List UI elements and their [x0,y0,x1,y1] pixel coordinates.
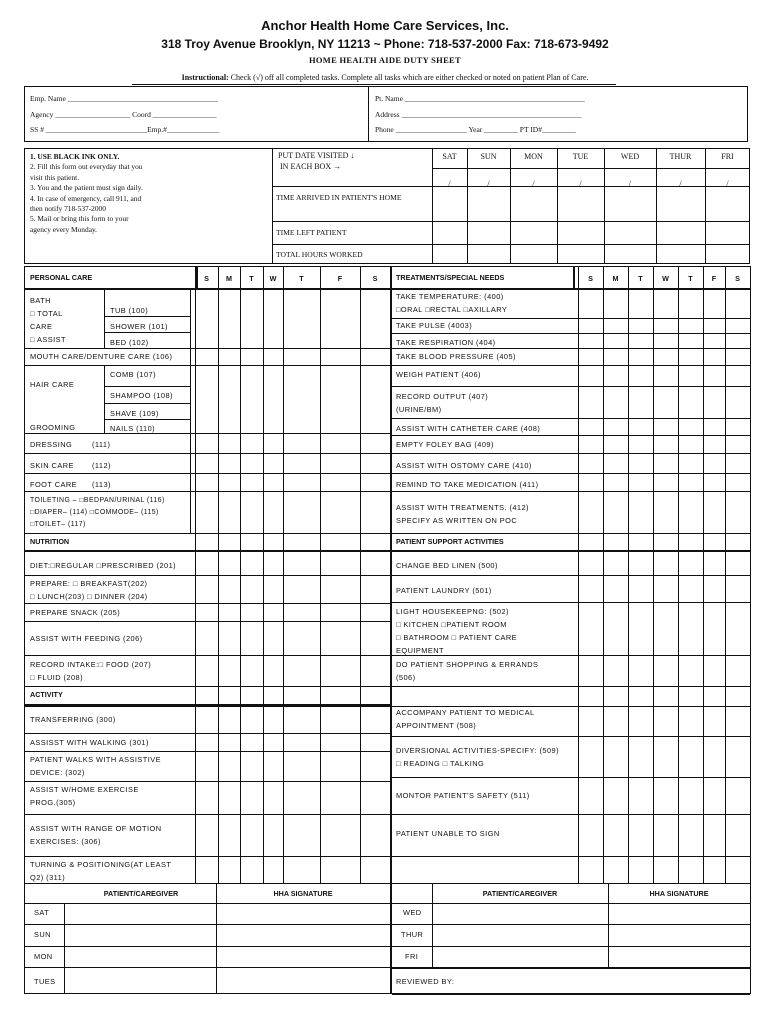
visit-date-slash: / [679,179,682,188]
assistive-device-line1: PATIENT WALKS WITH ASSISTIVE [30,755,162,764]
right-day-header: S [588,274,593,283]
left-day-header: T [299,274,304,283]
bath-total-checkbox[interactable]: □ TOTAL [30,309,63,318]
visit-date-slash: / [726,179,729,188]
visit-col-line [705,148,706,264]
range-motion-line1: ASSIST WITH RANGE OF MOTION [30,824,162,833]
right-row-line [392,365,750,366]
put-date-label: PUT DATE VISITED ↓ [278,151,355,160]
safety-label: MONTOR PATIENT'S SAFETY (511) [396,791,530,800]
catheter-label: ASSIST WITH CATHETER CARE (408) [396,424,541,433]
left-row-line [24,533,390,534]
instruction-item-1: 1. USE BLACK INK ONLY. [30,152,120,161]
sig-day-thur: THUR [401,930,424,939]
medication-label: REMIND TO TAKE MEDICATION (411) [396,480,539,489]
sig-row-left [24,924,390,925]
right-row-line [392,333,750,334]
sig-row-right [392,924,750,925]
transferring-label: TRANSFERRING (300) [30,715,116,724]
company-name: Anchor Health Home Care Services, Inc. [261,18,509,33]
sig-row-left [24,946,390,947]
right-day-header: T [688,274,693,283]
left-row-line [24,621,390,622]
left-row-line [24,365,390,366]
visit-date-slash: / [487,179,490,188]
sig-day-col-left [64,903,65,993]
left-day-header: S [372,274,378,283]
left-row-line [24,491,390,492]
record-output-line2: (URINE/BM) [396,405,442,414]
heading-box-edge [573,266,575,288]
reviewed-top [392,967,750,969]
visit-date-slash: / [532,179,535,188]
dressing-label: DRESSING [30,440,73,449]
left-subrow-line [104,316,190,317]
total-hours-label: TOTAL HOURS WORKED [276,250,363,259]
right-row-line [392,736,750,737]
left-row-line [24,706,390,707]
personal-care-heading: PERSONAL CARE [30,273,93,282]
shave-label: SHAVE (109) [110,409,159,418]
assist-feeding-label: ASSIST WITH FEEDING (206) [30,634,143,643]
left-day-header: M [226,274,232,283]
unable-to-sign-label: PATIENT UNABLE TO SIGN [396,829,500,838]
foot-care-code: (113) [92,480,111,489]
shampoo-label: SHAMPOO (108) [110,391,173,400]
support-heading: PATIENT SUPPORT ACTIVITIES [396,537,504,546]
sig-bottom-right [392,993,750,995]
sig-center [390,883,392,994]
visit-col-line [510,148,511,264]
home-exercise-line2: PROG.(305) [30,798,76,807]
skin-care-code: (112) [92,461,111,470]
bed-linen-label: CHANGE BED LINEN (500) [396,561,498,570]
prepare-snack-label: PREPARE SNACK (205) [30,608,121,617]
housekeeping-line1: LIGHT HOUSEKEEPNG: (502) [396,607,509,616]
visit-day-fri: FRI [721,152,734,161]
left-day-header: S [204,274,209,283]
left-row-line [24,453,390,454]
right-row-line [392,418,750,419]
right-row-line [392,453,750,454]
right-row-line [392,318,750,319]
record-output-line1: RECORD OUTPUT (407) [396,392,489,401]
toileting-line2[interactable]: □DIAPER– (114) □COMMODE– (115) [30,509,159,516]
activity-rule [24,704,390,706]
instruction-item-5: 4. In case of emergency, call 911, and [30,193,142,203]
blood-pressure-label: TAKE BLOOD PRESSURE (405) [396,352,516,361]
right-row-line [392,706,750,707]
grooming-label: GROOMING [30,423,76,432]
bath-assist-checkbox[interactable]: □ ASSIST [30,335,66,344]
turning-line1: TURNING & POSITIONING(AT LEAST [30,860,172,869]
support-rule [392,550,750,552]
sig-left-edge [24,883,25,993]
grid-right [750,266,751,883]
instructional-line [0,73,770,82]
diversional-line1: DIVERSIONAL ACTIVITIES-SPECIFY: (509) [396,746,559,755]
instruction-item-4: 3. You and the patient must sign daily. [30,183,143,193]
left-row-line [24,575,390,576]
sig-right-edge [750,883,751,994]
visit-date-slash: / [579,179,582,188]
prepare-line1[interactable]: PREPARE: □ BREAKFAST(202) [30,579,148,588]
temperature-line2[interactable]: □ORAL □RECTAL □AXILLARY [396,305,508,314]
company-address: 318 Troy Avenue Brooklyn, NY 11213 ~ Phone: 718-537-2000 Fax: 718-673-9492 [161,37,609,51]
visit-col-line [604,148,605,264]
hair-care-label: HAIR CARE [30,380,75,389]
emp-name-field[interactable]: Emp. Name ________________________________________ [30,94,218,103]
sig-top [24,883,750,884]
activity-heading: ACTIVITY [30,690,63,699]
treatments-heading: TREATMENTS/SPECIAL NEEDS [396,273,505,282]
appointment-line2: APPOINTMENT (508) [396,721,477,730]
pt-address-field[interactable]: Address ________________________________________________ [375,110,582,119]
sig-day-fri: FRI [405,952,419,961]
left-row-line [24,781,390,782]
shopping-line2: (506) [396,673,416,682]
diversional-line2[interactable]: □ READING □ TALKING [396,759,485,768]
visit-day-wed: WED [620,152,640,161]
left-row-line [24,686,390,687]
visit-day-tue: TUE [572,152,589,161]
instruction-item-6: then notify 718-537-2000 [30,204,106,213]
patient-caregiver-header-left: PATIENT/CAREGIVER [103,889,179,898]
right-row-line [392,856,750,857]
right-row-line [392,348,750,349]
left-subrow-line [104,332,190,333]
home-exercise-line1: ASSIST W/HOME EXERCISE [30,785,139,794]
sig-row-right [392,903,750,904]
shower-label: SHOWER (101) [110,322,168,331]
toileting-line3[interactable]: □TOILET– (117) [30,521,86,528]
left-row-line [24,655,390,656]
left-subrow-line [104,403,190,404]
left-row-line [24,751,390,752]
weigh-label: WEIGH PATIENT (406) [396,370,481,379]
left-day-header: T [249,274,254,283]
visit-day-thur: THUR [669,152,692,161]
left-row-line [24,856,390,857]
left-row-line [24,348,390,349]
left-row-line [24,433,390,434]
right-day-header: S [735,274,740,283]
patient-caregiver-header-right: PATIENT/CAREGIVER [482,889,558,898]
tub-label: TUB (100) [110,306,149,315]
nutrition-rule [24,550,390,552]
sig-bottom-left [24,993,390,994]
record-intake-line1[interactable]: RECORD INTAKE:□ FOOD (207) [30,660,152,669]
right-row-line [392,435,750,436]
sig-row-left [24,967,390,968]
dressing-code: (111) [92,440,111,449]
skin-care-label: SKIN CARE [30,461,74,470]
visit-date-slash: / [448,179,451,188]
instruction-item-8: agency every Monday. [30,224,98,234]
heading-box-edge-left [196,266,198,288]
form-title: HOME HEALTH AIDE DUTY SHEET [308,55,461,65]
foot-care-label: FOOT CARE [30,480,78,489]
pt-name-field[interactable]: Pt. Name ________________________________________________ [375,94,585,103]
right-row-line [392,575,750,576]
visit-col-line [656,148,657,264]
instruction-item-3: visit this patient. [30,172,80,182]
each-box-label: IN EACH BOX → [280,162,342,171]
housekeeping-line4: EQUIPMENT [396,646,444,655]
nutrition-heading: NUTRITION [30,537,70,546]
instructional-text: Check (√) off all completed tasks. Complete all tasks which are either checked or noted on patient Plan of Care. [228,73,589,82]
right-row-line [392,386,750,387]
diet-label[interactable]: DIET:□REGULAR □PRESCRIBED (201) [30,561,177,570]
visit-day-mon: MON [524,152,543,161]
left-subrow-line [104,386,190,387]
sig-day-tues: TUES [34,977,56,986]
time-left-label: TIME LEFT PATIENT [276,228,347,237]
prepare-line2[interactable]: □ LUNCH(203) □ DINNER (204) [30,592,148,601]
housekeeping-line3[interactable]: □ BATHROOM □ PATIENT CARE [396,633,518,642]
hair-sub-divider [104,365,105,433]
comb-label: COMB (107) [110,370,156,379]
treatments-line2: SPECIFY AS WRITTEN ON POC [396,516,518,525]
right-day-header: F [711,274,717,283]
record-intake-line2[interactable]: □ FLUID (208) [30,673,84,682]
right-row-line [392,491,750,492]
right-day-header: T [638,274,643,283]
left-subrow-line [104,419,190,420]
visit-day-sun: SUN [480,152,497,161]
info-divider [368,86,369,142]
bath-care-label: CARE [30,322,53,331]
foley-label: EMPTY FOLEY BAG (409) [396,440,494,449]
laundry-label: PATIENT LAUNDRY (501) [396,586,492,595]
visit-col-line [467,148,468,264]
sig-day-wed: WED [403,908,422,917]
visit-col-line [557,148,558,264]
sig-row-right [392,946,750,947]
mouth-care-label: MOUTH CARE/DENTURE CARE (106) [30,352,173,361]
sig-day-sun: SUN [34,930,51,939]
toileting-line1[interactable]: TOILETING – □BEDPAN/URINAL (116) [30,497,165,504]
right-row-line [392,473,750,474]
range-motion-line2: EXERCISES: (306) [30,837,101,846]
hha-signature-header-right: HHA SIGNATURE [649,889,709,898]
left-row-line [24,733,390,734]
instruction-item-7: 5. Mail or bring this form to your [30,214,129,224]
left-day-header: F [337,274,343,283]
right-day-header: W [662,274,669,283]
ss-field[interactable]: SS # ___________________________Emp.#______________ [30,125,220,134]
pulse-label: TAKE PULSE (4003) [396,321,473,330]
turning-line2: Q2) (311) [30,873,66,882]
pt-phone-field[interactable]: Phone ___________________ Year _________ PT ID#_________ [375,125,576,134]
bed-bath-label: BED (102) [110,338,149,347]
appointment-line1: ACCOMPANY PATIENT TO MEDICAL [396,708,535,717]
right-row-line [392,777,750,778]
label-col-left [190,288,191,533]
right-row-line [392,602,750,603]
right-row-line [392,686,750,687]
shopping-line1: DO PATIENT SHOPPING & ERRANDS [396,660,539,669]
respiration-label: TAKE RESPIRATION (404) [396,338,496,347]
bath-label: BATH [30,296,51,305]
walking-label: ASSISST WITH WALKING (301) [30,738,149,747]
sig-mid-col-left [216,883,217,993]
left-row-line [24,603,390,604]
sig-row-left [24,903,390,904]
sig-day-sat: SAT [34,908,50,917]
right-day-header: M [612,274,619,283]
instruction-underline [132,84,616,85]
visit-date-slash: / [628,179,632,188]
instruction-item-2: 2. Fill this form out everyday that you [30,162,143,172]
left-day-header: W [269,274,277,283]
right-row-line [392,655,750,656]
time-arrived-label: TIME ARRIVED IN PATIENT'S HOME [276,193,402,202]
bath-sub-divider [104,288,105,348]
ostomy-label: ASSIST WITH OSTOMY CARE (410) [396,461,532,470]
treatments-line1: ASSIST WITH TREATMENTS. (412) [396,503,529,512]
assistive-device-line2: DEVICE: (302) [30,768,85,777]
left-row-line [24,473,390,474]
nails-label: NAILS (110) [110,424,156,433]
sig-day-mon: MON [34,952,53,961]
instructional-label: Instructional: [181,73,229,82]
reviewed-by-label: REVIEWED BY: [396,977,455,986]
agency-field[interactable]: Agency ____________________ Coord _________________ [30,110,217,119]
housekeeping-line2[interactable]: □ KITCHEN □PATIENT ROOM [396,620,507,629]
heading-underline [24,288,750,290]
right-row-line [392,814,750,815]
hha-signature-header-left: HHA SIGNATURE [273,889,333,898]
left-row-line [24,814,390,815]
right-row-line [392,533,750,534]
visit-day-sat: SAT [442,152,457,161]
temperature-line1: TAKE TEMPERATURE: (400) [396,292,504,301]
grid-top [24,266,750,267]
